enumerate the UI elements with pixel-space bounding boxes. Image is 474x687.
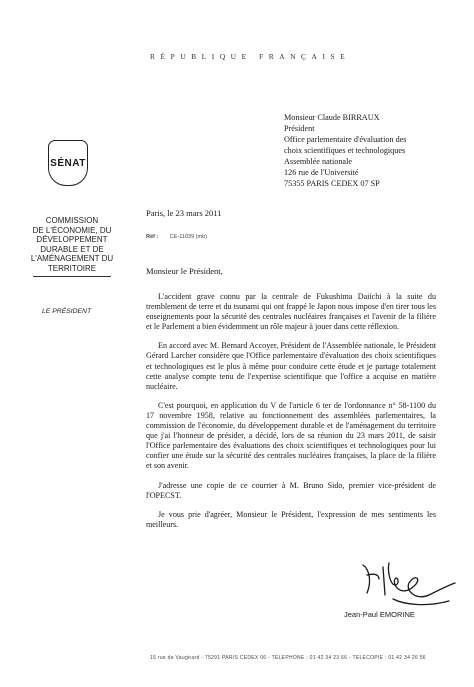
recipient-title: Président: [284, 124, 315, 133]
letter-date: Paris, le 23 mars 2011: [146, 208, 222, 218]
commission-line: TERRITOIRE: [47, 263, 97, 273]
recipient-office-line1: Office parlementaire d'évaluation des: [284, 135, 407, 144]
body-paragraph: J'adresse une copie de ce courrier à M. Bruno Sido, premier vice-président de l'OPECST.: [146, 480, 436, 500]
senat-logo: [48, 140, 88, 186]
closing-paragraph: Je vous prie d'agréer, Monsieur le Président, l'expression de mes sentiments les meilleurs.: [146, 509, 436, 529]
handwritten-signature: [345, 555, 465, 615]
body-paragraph: En accord avec M. Bernard Accoyer, Président de l'Assemblée nationale, le Président Gérard Larcher considère que l'Office parlementaire d'évaluation des choix scientifiques et technologiques est le plus à même pour conduire cette étude et je partage totalement cette analyse compte tenu de l'expertise scientifique que l'office a acquise en matière nucléaire.: [146, 341, 436, 391]
recipient-address: [284, 112, 469, 189]
commission-block: [22, 216, 122, 277]
recipient-name: Monsieur Claude BIRRAUX: [284, 113, 380, 122]
reference-line: [146, 234, 207, 240]
reference-value: CE-11039 (mb): [169, 234, 207, 240]
commission-line: COMMISSION: [45, 216, 99, 225]
commission-line: L'AMÉNAGEMENT DU: [30, 254, 114, 263]
body-paragraph: C'est pourquoi, en application du V de l'article 6 ter de l'ordonnance n° 58-1100 du 17 novembre 1958, relative au fonctionnement des assemblées parlementaires, la commission de l'économie, du développement durable et de l'aménagement du territoire que j'ai l'honneur de présider, a décidé, lors de sa réunion du 23 mars 2011, de saisir l'Office parlementaire des évaluations des choix scientifiques et technologiques pour lui confier une étude sur la sécurité des centrales nucléaires françaises, la place de la filière et son avenir.: [146, 400, 436, 471]
recipient-office-line2: choix scientifiques et technologiques: [284, 146, 406, 155]
body-paragraph: L'accident grave connu par la centrale de Fukushima Daiichi à la suite du tremblement de terre et du tsunami qui ont frappé le Japon nous impose d'en tirer tous les enseignements pour la sécurité des centrales nucléaires françaises et l'avenir de la filière et le Parlement a bien évidemment un rôle majeur à jouer dans cette réflexion.: [146, 292, 436, 332]
letter-body: [146, 292, 436, 539]
reference-label: Réf :: [146, 234, 159, 240]
signer-name: Jean-Paul EMORINE: [344, 610, 415, 619]
commission-divider: [33, 276, 111, 277]
commission-line: DURABLE ET DE: [40, 244, 104, 254]
footer-address: 15 rue de Vaugirard - 75291 PARIS CEDEX 06 - TÉLÉPHONE : 01 42 34 23 66 - TÉLÉCOPIE : 01 42 34 26 56: [150, 655, 426, 661]
sender-role: LE PRÉSIDENT: [42, 308, 92, 315]
republic-header: RÉPUBLIQUE FRANÇAISE: [150, 52, 351, 61]
salutation: Monsieur le Président,: [146, 266, 223, 276]
recipient-city: 75355 PARIS CEDEX 07 SP: [284, 179, 380, 188]
commission-line: DÉVELOPPEMENT: [36, 235, 108, 244]
senat-logo-text: SÉNAT: [50, 157, 86, 169]
recipient-street: 126 rue de l'Université: [284, 168, 359, 177]
recipient-institution: Assemblée nationale: [284, 157, 352, 166]
commission-line: DE L'ÉCONOMIE, DU: [32, 225, 112, 235]
